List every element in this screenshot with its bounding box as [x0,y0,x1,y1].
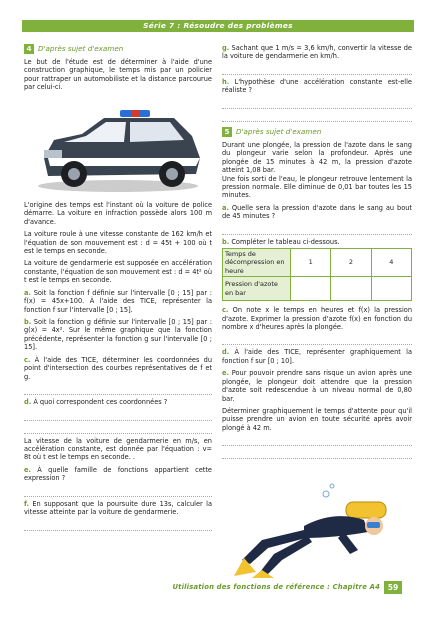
question-letter: c. [222,306,229,315]
table-input-cell[interactable] [331,277,371,301]
question-letter: a. [24,288,31,297]
question-text: Soit la fonction f définie sur l'intervalle [0 ; 15] par : f(x) = 45x+100. À l'aide des TICE, représenter la fonction f sur l'intervalle [0 ; 15]. [24,288,212,314]
table-input-cell[interactable] [371,277,411,301]
answer-line[interactable] [24,411,212,421]
question-letter: d. [24,398,32,407]
answer-line[interactable] [222,99,412,109]
question-letter: d. [222,348,230,357]
question-g [222,44,412,61]
dive-intro-text: Durant une plongée, la pression de l'azote dans le sang du plongeur varie selon la profondeur. Après une plongée de 15 minutes à 42 m, la pression d'azote atteint 1,08 bar. [222,140,412,175]
question-a [222,204,412,221]
question-letter: h. [222,77,230,86]
table-input-cell[interactable] [291,277,331,301]
answer-line[interactable] [24,521,212,531]
question-c [222,306,412,331]
right-column [222,44,412,462]
question-b [222,238,412,246]
section-title: D'après sujet d'examen [38,44,124,54]
question-text: À quoi correspondent ces coordonnées ? [31,398,168,407]
question-text: Compléter le tableau ci-dessous. [229,237,340,246]
section-4-header [24,44,212,54]
answer-line[interactable] [222,436,412,446]
question-h [222,78,412,95]
question-text: À quelle famille de fonctions appartient cette expression ? [24,465,212,483]
answer-line[interactable] [222,449,412,459]
dive-surface-text: Une fois sorti de l'eau, le plongeur retrouve lentement la pression normale. Elle diminue de 0,01 bar toutes les 15 minutes. [222,174,412,200]
problem-intro: Le but de l'étude est de déterminer à l'aide d'une construction graphique, le temps mis par un policier pour rattraper un automobiliste et la distance parcourue par celui-ci. [24,58,212,92]
question-letter: e. [222,369,229,378]
question-e [222,369,412,403]
police-motion-text: La voiture de gendarmerie est supposée en accélération constante, l'équation de son mouvement est : d = 4t² où t est le temps en seconde. [24,259,212,285]
question-text: Sachant que 1 m/s = 3,6 km/h, convertir la vitesse de la voiture de gendarmerie en km/h. [222,44,412,61]
series-header: Série 7 : Résoudre des problèmes [22,20,414,32]
table-cell: 1 [291,249,331,277]
section-number-badge: 4 [24,44,34,54]
question-text: L'hypothèse d'une accélération constante est-elle réaliste ? [222,77,412,95]
page-number: 59 [384,581,402,594]
speed-equation-text: La vitesse de la voiture de gendarmerie en m/s, en accélération constante, est donnée par l'équation : v= 8t où t est le temps en seconde. . [24,436,212,462]
answer-line[interactable] [222,225,412,235]
question-a [24,289,212,314]
table-cell: 4 [371,249,411,277]
question-letter: a. [222,203,229,212]
question-letter: c. [24,355,31,364]
question-letter: b. [222,237,230,246]
question-e [24,466,212,483]
table-cell: 2 [331,249,371,277]
answer-line[interactable] [24,385,212,395]
question-text: À l'aide des TICE, déterminer les coordonnées du point d'intersection des courbes représentatives de f et g. [24,355,212,381]
question-f [24,500,212,517]
section-title: D'après sujet d'examen [236,127,322,137]
table-row [223,249,412,277]
question-b [24,318,212,352]
answer-line[interactable] [24,487,212,497]
answer-line[interactable] [24,424,212,434]
table-row-label: Pression d'azote en bar [223,277,291,301]
determine-text: Déterminer graphiquement le temps d'attente pour qu'il puisse prendre un avion en toute sécurité après avoir plongé à 42 m. [222,407,412,432]
section-5-header [222,127,412,137]
left-column [24,44,212,534]
decompression-table [222,248,412,301]
table-row [223,277,412,301]
question-letter: e. [24,465,31,474]
question-text: Quelle sera la pression d'azote dans le sang au bout de 45 minutes ? [222,203,412,221]
scuba-diver-illustration [234,480,406,578]
answer-line[interactable] [222,335,412,345]
question-text: En supposant que la poursuite dure 13s, calculer la vitesse atteinte par la voiture de gendarmerie. [24,499,212,517]
answer-line[interactable] [222,65,412,75]
question-letter: b. [24,318,32,326]
question-text: Soit la fonction g définie sur l'intervalle [0 ; 15] par : g(x) = 4x². Sur le même graphique que la fonction précédente, représenter la fonction g sur l'intervalle [0 ; 15]. [24,318,212,352]
chapter-footer: Utilisation des fonctions de référence : Chapitre A4 [172,583,380,591]
question-c [24,356,212,381]
question-text: À l'aide des TICE, représenter graphiquement la fonction f sur [0 ; 10]. [222,348,412,365]
table-row-label: Temps de décompression en heure [223,249,291,277]
answer-line[interactable] [222,112,412,122]
car-motion-text: La voiture roule à une vitesse constante de 162 km/h et l'équation de son mouvement est : d = 45t + 100 où t est le temps en seconde. [24,230,212,255]
question-text: Pour pouvoir prendre sans risque un avion après une plongée, le plongeur doit attendre que la pression d'azote soit redescendue à un niveau normal de 0,80 bar. [222,369,412,403]
question-d [24,398,212,406]
question-text: On note x le temps en heures et f(x) la pression d'azote. Exprimer la pression d'azote f(x) en fonction du nombre x d'heures après la plongée. [222,306,412,331]
question-letter: g. [222,44,230,52]
section-number-badge: 5 [222,127,232,137]
question-d [222,348,412,365]
time-origin-text: L'origine des temps est l'instant où la voiture de police démarre. La voiture en infraction possède alors 100 m d'avance. [24,200,212,226]
police-car-illustration [24,96,212,196]
question-letter: f. [24,499,30,508]
